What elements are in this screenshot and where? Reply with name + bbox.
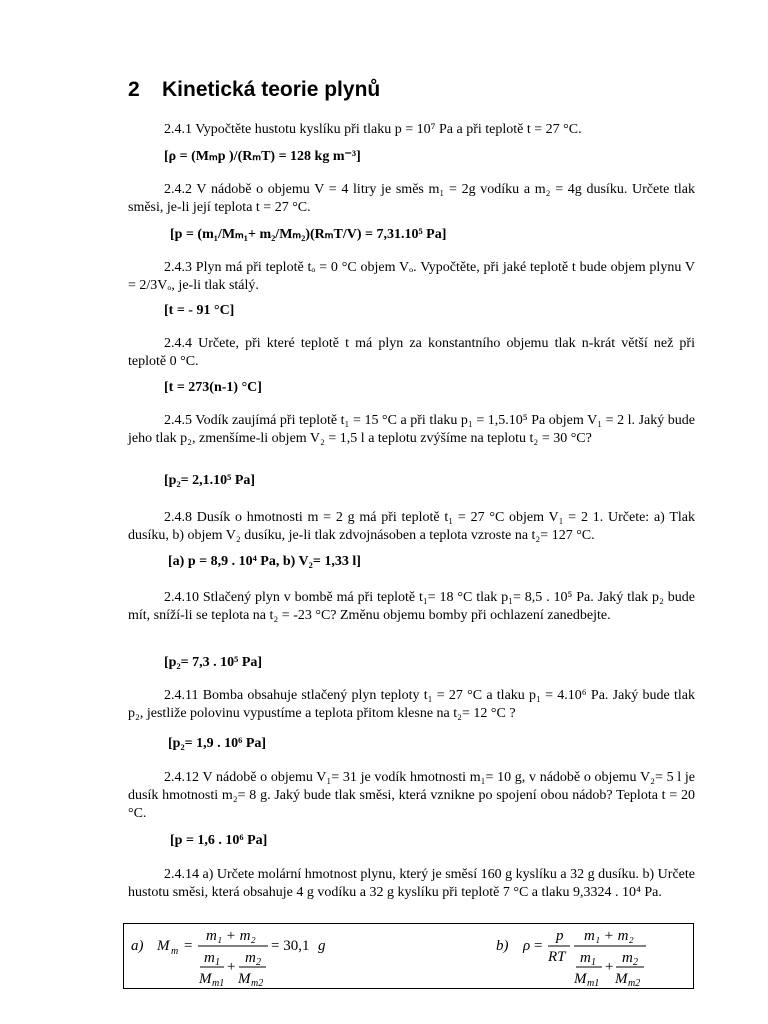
formula-a-eq: = — [184, 938, 193, 954]
formula-a-den-m1-sub: 1 — [215, 957, 220, 968]
formula-a-lhs-sub: m — [171, 946, 179, 957]
problem-answer: [p₂= 2,1.10⁵ Pa] — [164, 473, 256, 488]
formula-a-den-m2: m — [245, 950, 256, 966]
formula-b-den-plus: + — [605, 959, 614, 975]
formula-svg — [124, 924, 695, 990]
problem-text: 2.4.1 Vypočtěte hustotu kyslíku při tlaku p = 10⁷ Pa a při teplotě t = 27 °C. — [164, 122, 582, 137]
formula-b-den-M1: M — [574, 971, 587, 987]
problem-text: 2.4.3 Plyn má při teplotě tₒ = 0 °C objem Vₒ. Vypočtěte, při jaké teplotě t bude objem plynu V = 2/3Vₒ, je-li tlak stálý. — [128, 260, 695, 293]
problem-answer: [t = 273(n-1) °C] — [164, 380, 262, 395]
formula-b-den-m2: m — [622, 950, 633, 966]
problem-text: 2.4.2 V nádobě o objemu V = 4 litry je směs m₁ = 2g vodíku a m₂ = 4g dusíku. Určete tlak směsi, je-li její teplota t = 27 °C. — [128, 182, 695, 215]
formula-a-den-m2-sub: 2 — [256, 957, 261, 968]
problem-answer: [a) p = 8,9 . 10⁴ Pa, b) V₂= 1,33 l] — [168, 554, 361, 569]
problem-answer: [p = 1,6 . 10⁶ Pa] — [170, 833, 268, 848]
problem-answer: [p = (m₁/Mₘ₁+ m₂/Mₘ₂)(RₘT/V) = 7,31.10⁵ Pa] — [170, 227, 447, 242]
problem-text: 2.4.11 Bomba obsahuje stlačený plyn teploty t₁ = 27 °C a tlaku p₁ = 4.10⁶ Pa. Jaký bude tlak p₂, jestliže polovinu vypustíme a teplota přitom klesne na t₂= 12 °C ? — [128, 688, 695, 721]
formula-b-den-M2-sub: m2 — [628, 978, 641, 989]
formula-b-lhs: ρ — [523, 938, 531, 954]
formula-a-label: a) — [131, 938, 144, 954]
problem-answer: [p₂= 1,9 . 10⁶ Pa] — [168, 736, 267, 751]
formula-a-numerator: m₁ + m₂ — [206, 928, 256, 944]
formula-a-den-M2-sub: m2 — [251, 978, 264, 989]
formula-b-eq: = — [534, 938, 543, 954]
formula-b-rt: RT — [548, 949, 566, 965]
formula-b-den-M2: M — [615, 971, 628, 987]
formula-a-den-M1-sub: m1 — [212, 978, 225, 989]
formula-a-den-plus: + — [227, 959, 236, 975]
formula-b-numerator: m₁ + m₂ — [584, 928, 634, 944]
problem-text: 2.4.8 Dusík o hmotnosti m = 2 g má při teplotě t₁ = 27 °C objem V₁ = 2 1. Určete: a) Tlak dusíku, b) objem V₂ dusíku, je-li tlak zdvojnásoben a teplota vzroste na t₂= 127 °C. — [128, 510, 695, 543]
formula-a-den-m1: m — [204, 950, 215, 966]
formula-b-den-M1-sub: m1 — [587, 978, 600, 989]
formula-b-den-m2-sub: 2 — [633, 957, 638, 968]
formula-a-lhs: M — [157, 938, 170, 954]
formula-b-p: p — [556, 928, 564, 944]
problem-text: 2.4.12 V nádobě o objemu V₁= 31 je vodík hmotnosti m₁= 10 g, v nádobě o objemu V₂= 5 l je dusík hmotnosti m₂= 8 g. Jaký bude tlak směsi, která vznikne po spojení obou nádob? Teplota t = 20 °C. — [128, 770, 695, 821]
problem-answer: [t = - 91 °C] — [164, 303, 235, 318]
formula-b-label: b) — [496, 938, 509, 954]
problem-answer: [ρ = (Mₘp )/(RₘT) = 128 kg m⁻³] — [164, 149, 361, 164]
problem-text: 2.4.10 Stlačený plyn v bombě má při teplotě t₁= 18 °C tlak p₁= 8,5 . 10⁵ Pa. Jaký tlak p₂ bude mít, sníží-li se teplota na t₂ = -23 °C? Změnu objemu bomby při ochlazení zanedbejte. — [128, 590, 695, 623]
formula-box — [123, 923, 694, 989]
section-heading — [128, 78, 380, 102]
formula-b-den-m1-sub: 1 — [591, 957, 596, 968]
formula-b-den-m1: m — [580, 950, 591, 966]
section-title: Kinetická teorie plynů — [162, 78, 381, 101]
formula-a-den-M2: M — [238, 971, 251, 987]
problem-text: 2.4.4 Určete, při které teplotě t má plyn za konstantního objemu tlak n-krát větší než při teplotě 0 °C. — [128, 336, 695, 369]
formula-a-result: = 30,1 — [271, 938, 310, 954]
formula-a-unit: g — [318, 938, 326, 954]
problem-answer: [p₂= 7,3 . 10⁵ Pa] — [164, 655, 263, 670]
section-number: 2 — [128, 78, 140, 101]
formula-a-den-M1: M — [199, 971, 212, 987]
problem-text: 2.4.5 Vodík zaujímá při teplotě t₁ = 15 °C a při tlaku p₁ = 1,5.10⁵ Pa objem V₁ = 2 l. Jaký bude jeho tlak p₂, zmenšíme-li objem V₂ = 1,5 l a teplotu zvýšíme na teplotu t₂ = 30 °C? — [128, 413, 695, 446]
problem-text: 2.4.14 a) Určete molární hmotnost plynu, který je směsí 160 g kyslíku a 32 g dusíku. b) Určete hustotu směsi, která obsahuje 4 g vodíku a 32 g kyslíku při teplotě 7 °C a tlaku 9,3324 . 10⁴ Pa. — [128, 867, 695, 900]
